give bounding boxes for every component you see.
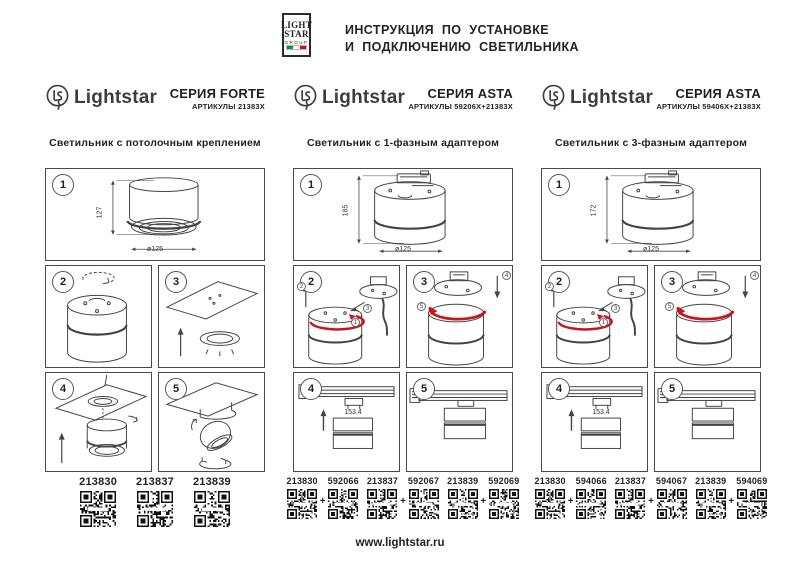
annotation-badge: 2 [545,282,554,291]
column-subtitle: Светильник с 3-фазным адаптером [554,137,748,149]
step-number-badge: 2 [548,271,570,293]
step-panel-1 [293,168,513,261]
step-panel-2 [45,265,152,368]
plus-sign: + [400,496,406,507]
article-qr-group [447,476,478,519]
dim-height-label: 172 [590,204,598,217]
lightstar-brand [45,84,157,113]
series-articles: АРТИКУЛЫ 21383X [192,101,265,111]
article-number: 592067 [407,476,440,486]
article-qr-group [695,476,726,519]
step-panel-3 [158,265,265,368]
column-asta-1phase [286,80,520,545]
step-number-badge: 4 [52,378,74,400]
step-number-badge: 3 [661,271,683,293]
qr-code-row [45,476,265,527]
plus-sign: + [319,496,326,507]
article-qr-group [736,476,767,519]
step-number-badge: 3 [165,271,187,293]
step-panel-1 [541,168,761,261]
step-number-badge: 4 [548,378,570,400]
qr-code [696,489,726,519]
qr-code [367,489,397,519]
step-number-badge: 2 [52,271,74,293]
step-panel-5 [654,372,761,472]
lightstar-bulb-icon [541,84,566,113]
step-panel-5 [406,372,513,472]
article-number: 213839 [447,476,479,486]
annotation-badge: 1 [351,318,360,327]
article-qr-group [287,476,318,519]
article-number: 213837 [366,476,399,486]
column-subtitle: Светильник с 1-фазным адаптером [306,137,500,149]
article-qr-group [615,476,646,519]
plus-sign: + [728,496,735,507]
article-number: 213837 [614,476,647,486]
annotation-badge: 1 [599,318,608,327]
column-header [293,80,513,116]
article-qr-group [656,476,687,519]
article-number: 213830 [79,476,118,488]
step-panel-4 [541,372,648,472]
step-panel-1 [45,168,265,261]
step-number-badge: 4 [300,378,322,400]
step-number-badge: 1 [52,174,74,196]
article-number: 592069 [488,476,520,486]
article-number: 213839 [192,476,231,488]
step-number-badge: 5 [661,378,683,400]
article-pair [367,476,439,519]
dim-diameter-label: ø125 [643,246,659,253]
annotation-badge: 4 [502,271,511,280]
column-header [45,80,265,116]
qr-code [80,491,116,527]
italy-flag-icon [287,46,306,49]
qr-code [737,489,767,519]
step-number-badge: 5 [165,378,187,400]
series-title: СЕРИЯ ASTA [427,85,513,101]
article-number: 213837 [136,476,174,488]
annotation-badge: 3 [611,304,620,313]
article-number: 592066 [327,476,359,486]
article-qr-group [408,476,439,519]
article-number: 594066 [575,476,607,486]
article-pair [287,476,359,519]
plus-sign: + [480,496,487,507]
qr-code [194,491,230,527]
article-qr-group [328,476,359,519]
dim-height-label: 127 [96,206,104,219]
dim-height-label: 185 [342,204,350,217]
dim-diameter-label: ø125 [147,246,163,253]
annotation-badge: 2 [297,282,306,291]
plus-sign: + [567,496,574,507]
qr-code [489,489,519,519]
column-subtitle: Светильник с потолочным креплением [49,137,261,149]
step-panel-2 [541,265,648,368]
article-pair [615,476,687,519]
article-number: 213830 [286,476,318,486]
article-number: 594069 [736,476,768,486]
article-qr-group [576,476,607,519]
lightstar-bulb-icon [293,84,318,113]
article-pair [695,476,767,519]
qr-code [328,489,358,519]
qr-code-row [286,476,520,519]
dim-track-label: 153.4 [330,409,376,416]
series-title: СЕРИЯ FORTE [169,85,265,101]
step-panel-3 [406,265,513,368]
step-panel-4 [293,372,400,472]
step-panel-3 [654,265,761,368]
qr-code [409,489,439,519]
step-panel-5 [158,372,265,472]
column-header [541,80,761,116]
brand-wordmark: Lightstar [570,87,654,108]
plus-sign: + [648,496,654,507]
qr-code [287,489,317,519]
logo-text-star: STAR [284,28,309,39]
logo-text-group: GROUP [284,39,309,45]
article-pair [447,476,519,519]
dim-diameter-label: ø125 [395,246,411,253]
qr-code-row [534,476,768,519]
qr-code [448,489,478,519]
column-asta-3phase [534,80,768,545]
step-panel-4 [45,372,152,472]
article-pair [535,476,607,519]
qr-code [657,489,687,519]
series-block [656,86,761,111]
logo-text-light: LIGHT [281,19,313,30]
series-articles: АРТИКУЛЫ 59406X+21383X [656,101,761,111]
annotation-badge: 3 [363,304,372,313]
qr-code [535,489,565,519]
article-number: 213830 [534,476,566,486]
series-block [408,86,513,111]
step-number-badge: 1 [300,174,322,196]
article-qr-group [79,476,117,527]
lightstar-group-logo [282,13,311,57]
dim-track-label: 153.4 [578,409,624,416]
article-qr-group [136,476,174,527]
lightstar-brand [293,84,405,113]
column-forte [45,80,265,545]
step-number-badge: 2 [300,271,322,293]
series-block [170,86,265,111]
annotation-badge: 5 [665,302,674,311]
annotation-badge: 4 [750,271,759,280]
series-articles: АРТИКУЛЫ 59206X+21383X [408,101,513,111]
qr-code [137,491,173,527]
lightstar-brand [541,84,653,113]
article-qr-group [367,476,398,519]
lightstar-bulb-icon [45,84,70,113]
article-number: 213839 [695,476,727,486]
series-title: СЕРИЯ ASTA [675,85,761,101]
article-number: 594067 [655,476,688,486]
annotation-badge: 5 [417,302,426,311]
article-qr-group [535,476,566,519]
step-panel-2 [293,265,400,368]
brand-wordmark: Lightstar [74,87,158,108]
website-url: www.lightstar.ru [355,537,445,549]
qr-code [615,489,645,519]
step-number-badge: 3 [413,271,435,293]
title-line-2: И ПОДКЛЮЧЕНИЮ СВЕТИЛЬНИКА [345,39,579,54]
qr-code [576,489,606,519]
step-number-badge: 5 [413,378,435,400]
step-number-badge: 1 [548,174,570,196]
document-title [345,22,579,55]
brand-wordmark: Lightstar [322,87,406,108]
article-qr-group [488,476,519,519]
title-line-1: ИНСТРУКЦИЯ ПО УСТАНОВКЕ [345,23,550,37]
article-qr-group [193,476,231,527]
